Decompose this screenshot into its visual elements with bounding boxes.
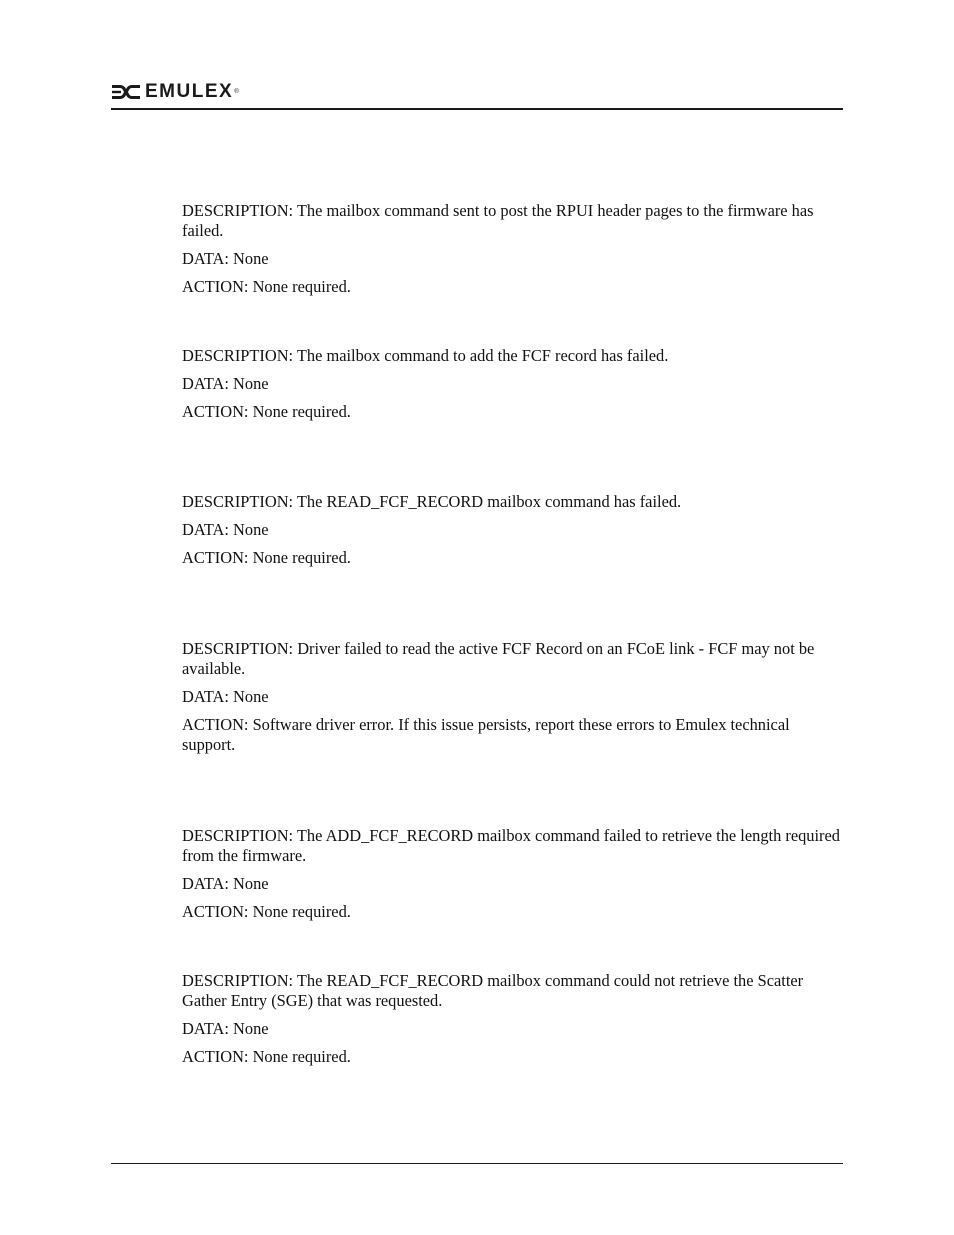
emulex-logo-icon bbox=[111, 84, 141, 100]
entry-data: DATA: None bbox=[182, 374, 269, 393]
message-entry bbox=[182, 492, 842, 568]
entry-action: ACTION: None required. bbox=[182, 402, 351, 421]
message-entry bbox=[182, 346, 842, 422]
emulex-logo bbox=[111, 80, 239, 104]
message-entry bbox=[182, 201, 842, 297]
entry-action: ACTION: None required. bbox=[182, 902, 351, 921]
entry-data: DATA: None bbox=[182, 1019, 269, 1038]
entry-description: DESCRIPTION: The READ_FCF_RECORD mailbox command has failed. bbox=[182, 492, 682, 511]
entry-data: DATA: None bbox=[182, 874, 269, 893]
header-divider bbox=[111, 108, 843, 110]
entry-data: DATA: None bbox=[182, 249, 269, 268]
entry-data: DATA: None bbox=[182, 520, 269, 539]
entry-description: DESCRIPTION: The ADD_FCF_RECORD mailbox command failed to retrieve the length required from the firmware. bbox=[182, 826, 840, 865]
entry-action: ACTION: Software driver error. If this issue persists, report these errors to Emulex technical support. bbox=[182, 715, 790, 754]
entry-description: DESCRIPTION: The mailbox command to add the FCF record has failed. bbox=[182, 346, 669, 365]
logo-trademark: ® bbox=[234, 89, 239, 95]
entry-description: DESCRIPTION: The mailbox command sent to post the RPUI header pages to the firmware has failed. bbox=[182, 201, 814, 240]
message-entry bbox=[182, 639, 842, 755]
footer-divider bbox=[111, 1163, 843, 1164]
entry-action: ACTION: None required. bbox=[182, 277, 351, 296]
entry-description: DESCRIPTION: The READ_FCF_RECORD mailbox command could not retrieve the Scatter Gather Entry (SGE) that was requested. bbox=[182, 971, 804, 1010]
entry-description: DESCRIPTION: Driver failed to read the active FCF Record on an FCoE link - FCF may not be available. bbox=[182, 639, 815, 678]
logo-wordmark: EMULEX bbox=[145, 81, 234, 102]
entry-action: ACTION: None required. bbox=[182, 1047, 351, 1066]
message-entry bbox=[182, 971, 842, 1067]
page-header bbox=[111, 78, 843, 108]
message-entry bbox=[182, 826, 842, 922]
entry-action: ACTION: None required. bbox=[182, 548, 351, 567]
entry-data: DATA: None bbox=[182, 687, 269, 706]
